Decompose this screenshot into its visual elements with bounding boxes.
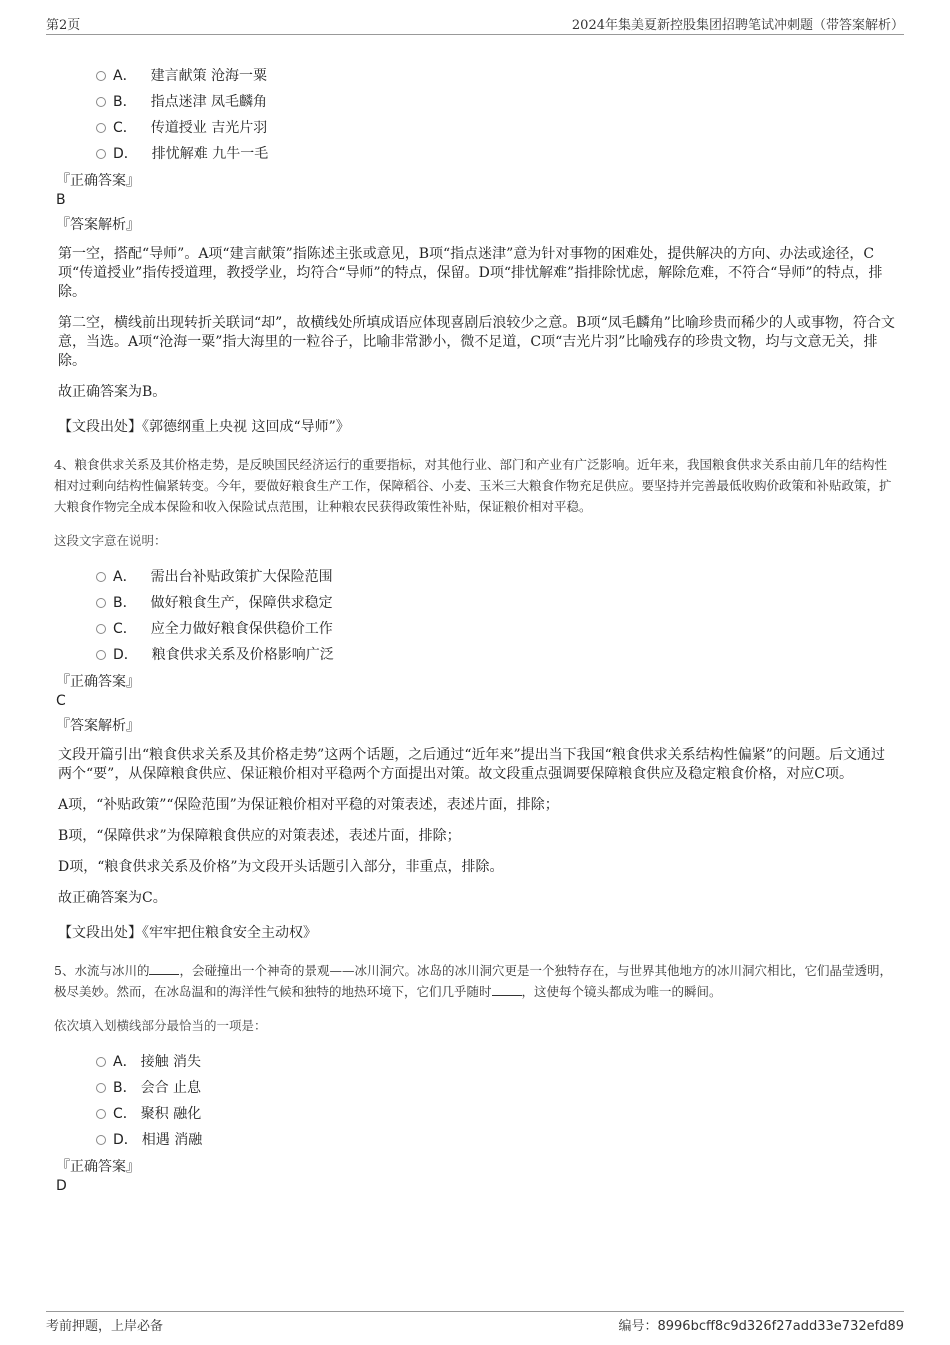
q4-options bbox=[96, 563, 896, 667]
analysis-paragraph: 故正确答案为C。 bbox=[58, 890, 167, 906]
q4-option-b[interactable]: B． 做好粮食生产，保障供求稳定 bbox=[96, 589, 896, 615]
radio-icon[interactable] bbox=[96, 123, 106, 133]
page-header bbox=[46, 12, 904, 35]
radio-icon[interactable] bbox=[96, 572, 106, 582]
radio-icon[interactable] bbox=[96, 71, 106, 81]
radio-icon[interactable] bbox=[96, 97, 106, 107]
source-citation: 【文段出处】《牢牢把住粮食安全主动权》 bbox=[58, 925, 317, 941]
q3-option-a[interactable]: A． 建言献策 沧海一粟 bbox=[96, 62, 896, 88]
question-instruction: 依次填入划横线部分最恰当的一项是： bbox=[54, 1018, 267, 1033]
q5-option-a[interactable]: A． 接触 消失 bbox=[96, 1048, 896, 1074]
radio-icon[interactable] bbox=[96, 598, 106, 608]
analysis-paragraph: 故正确答案为B。 bbox=[58, 384, 167, 400]
analysis-paragraph: B项，“保障供求”为保障粮食供应的对策表述，表述片面，排除； bbox=[58, 828, 461, 844]
question-text: 5、水流与冰川的 ，会碰撞出一个神奇的景观——冰川洞穴。冰岛的冰川洞穴更是一个独特存在，与世界其他地方的冰川洞穴相比，它们晶莹透明，极尽美妙。然而，在冰岛温和的海洋性气候和独特的地热环境下，它们几乎随时 ，这使每个镜头都成为唯一的瞬间。 bbox=[54, 963, 892, 999]
answer-label: 『正确答案』 bbox=[56, 1159, 140, 1175]
q4-option-c[interactable]: C． 应全力做好粮食保供稳价工作 bbox=[96, 615, 896, 641]
q5-options bbox=[96, 1048, 896, 1152]
correct-answer: B bbox=[56, 192, 66, 208]
q3-option-b[interactable]: B． 指点迷津 凤毛麟角 bbox=[96, 88, 896, 114]
radio-icon[interactable] bbox=[96, 1135, 106, 1145]
radio-icon[interactable] bbox=[96, 1109, 106, 1119]
q4-option-a[interactable]: A． 需出台补贴政策扩大保险范围 bbox=[96, 563, 896, 589]
q3-option-c[interactable]: C． 传道授业 吉光片羽 bbox=[96, 114, 896, 140]
q5-option-b[interactable]: B． 会合 止息 bbox=[96, 1074, 896, 1100]
document-title: 2024年集美夏新控股集团招聘笔试冲刺题（带答案解析） bbox=[571, 18, 904, 33]
q4-option-d[interactable]: D． 粮食供求关系及价格影响广泛 bbox=[96, 641, 896, 667]
q3-options bbox=[96, 62, 896, 166]
radio-icon[interactable] bbox=[96, 650, 106, 660]
correct-answer: D bbox=[56, 1178, 67, 1194]
analysis-paragraph: 第一空，搭配“导师”。A项“建言献策”指陈述主张或意见，B项“指点迷津”意为针对事物的困难处，提供解决的方向、办法或途径，C项“传道授业”指传授道理，教授学业，均符合“导师”的特点，保留。D项“排忧解难”指排除忧虑，解除危难，不符合“导师”的特点，排除。 bbox=[58, 246, 883, 300]
radio-icon[interactable] bbox=[96, 1057, 106, 1067]
analysis-label: 『答案解析』 bbox=[56, 718, 140, 734]
answer-label: 『正确答案』 bbox=[56, 674, 140, 690]
page-number: 第2页 bbox=[46, 18, 81, 33]
footer-slogan: 考前押题，上岸必备 bbox=[46, 1319, 164, 1334]
fill-blank bbox=[149, 962, 179, 975]
answer-label: 『正确答案』 bbox=[56, 173, 140, 189]
radio-icon[interactable] bbox=[96, 1083, 106, 1093]
analysis-paragraph: A项，“补贴政策”“保险范围”为保证粮价相对平稳的对策表述，表述片面，排除； bbox=[58, 797, 559, 813]
document-id: 编号：8996bcff8c9d326f27add33e732efd89 bbox=[618, 1319, 904, 1334]
question-instruction: 这段文字意在说明： bbox=[54, 533, 167, 548]
q3-option-d[interactable]: D． 排忧解难 九牛一毛 bbox=[96, 140, 896, 166]
source-citation: 【文段出处】《郭德纲重上央视 这回成“导师”》 bbox=[58, 419, 350, 435]
radio-icon[interactable] bbox=[96, 624, 106, 634]
analysis-paragraph: 第二空，横线前出现转折关联词“却”，故横线处所填成语应体现喜剧后浪较少之意。B项“凤毛麟角”比喻珍贵而稀少的人或事物，符合文意，当选。A项“沧海一粟”指大海里的一粒谷子，比喻非常渺小，微不足道，C项“吉光片羽”比喻残存的珍贵文物，均与文意无关，排除。 bbox=[58, 315, 895, 369]
analysis-label: 『答案解析』 bbox=[56, 217, 140, 233]
analysis-paragraph: D项，“粮食供求关系及价格”为文段开头话题引入部分，非重点，排除。 bbox=[58, 859, 504, 875]
radio-icon[interactable] bbox=[96, 149, 106, 159]
question-text: 4、粮食供求关系及其价格走势，是反映国民经济运行的重要指标，对其他行业、部门和产业有广泛影响。近年来，我国粮食供求关系由前几年的结构性相对过剩向结构性偏紧转变。今年，要做好粮食生产工作，保障稻谷、小麦、玉米三大粮食作物充足供应。要坚持并完善最低收购价政策和补贴政策，扩大粮食作物完全成本保险和收入保险试点范围，让种粮农民获得政策性补贴，保证粮价相对平稳。 bbox=[54, 457, 892, 514]
q5-option-d[interactable]: D． 相遇 消融 bbox=[96, 1126, 896, 1152]
document-body bbox=[56, 62, 896, 1196]
q5-option-c[interactable]: C． 聚积 融化 bbox=[96, 1100, 896, 1126]
fill-blank bbox=[492, 983, 522, 996]
correct-answer: C bbox=[56, 693, 66, 709]
page-footer bbox=[46, 1311, 904, 1334]
analysis-paragraph: 文段开篇引出“粮食供求关系及其价格走势”这两个话题，之后通过“近年来”提出当下我国“粮食供求关系结构性偏紧”的问题。后文通过两个“要”，从保障粮食供应、保证粮价相对平稳两个方面提出对策。故文段重点强调要保障粮食供应及稳定粮食价格，对应C项。 bbox=[58, 747, 885, 782]
